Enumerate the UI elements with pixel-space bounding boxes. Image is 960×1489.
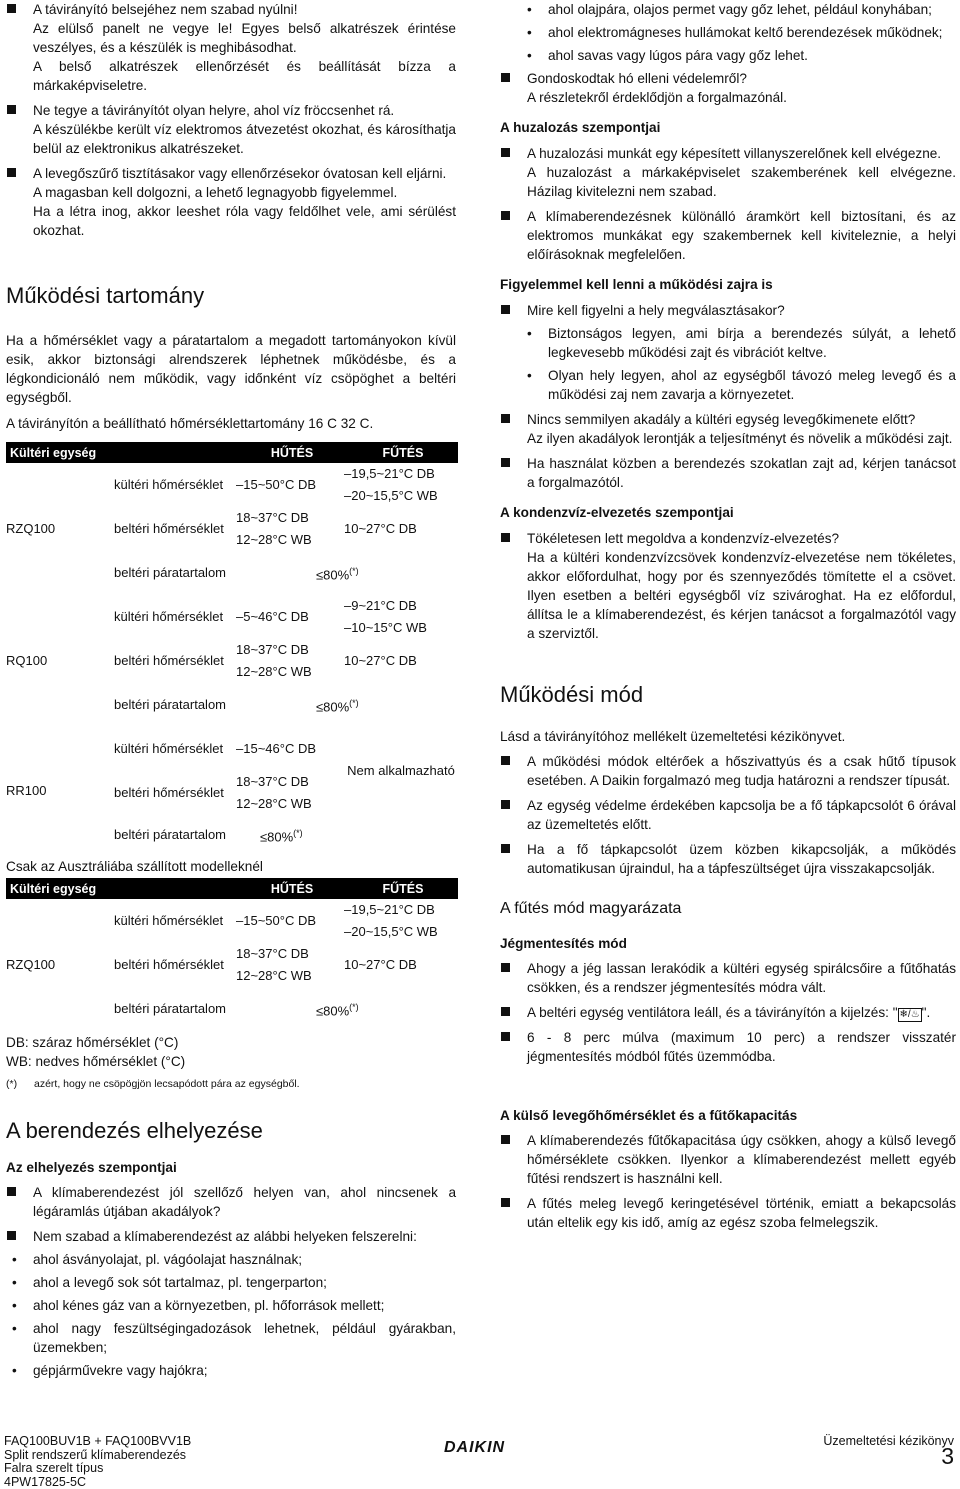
bullet-item: A fűtés meleg levegő keringetésével történik, emiatt a bekapcsolás után eltelik egy kis idő, amíg az egész szoba felmelegszik. [500,1194,956,1232]
bullet-item: A levegőszűrő tisztításakor vagy ellenőrzésekor óvatosan kell eljárni. [6,164,456,183]
bullet-item: Ha a fő tápkapcsolót üzem közben kikapcsolják, a működés automatikusan újraindul, ha a tápfeszültséget újra visszakapcsolják. [500,840,956,878]
range-table-australia [6,878,458,1031]
list-item: • ahol ásványolajat, pl. vágóolajat használnak; [12,1250,456,1269]
cell-value: 12~28°C WB [236,968,312,983]
bullet-item: Nincs semmilyen akadály a kültéri egység levegőkimenete előtt? [500,410,956,429]
th-heating: FŰTÉS [344,442,458,463]
range-paragraph: Ha a hőmérséklet vagy a páratartalom a megadott tartományokon kívül esik, akkor biztonsági alrendszerek léphetnek működésbe, és a légkondicionáló nem működik, vagy időnként víz csöpöghet a beltéri egységből. [6,333,456,405]
cell-value: 10~27°C DB [344,653,417,668]
footnote-mark: (*) [349,565,359,576]
list-item: • ahol nagy feszültségingadozások lehetnek, például gyárakban, üzemekben; [12,1319,456,1357]
list-item: • gépjárművekre vagy hajókra; [12,1361,456,1380]
defrost-icon: ❄/♨ [899,1009,920,1020]
bullet-item: Ne tegye a távirányítót olyan helyre, ahol víz fröccsenhet rá. [6,101,456,120]
australia-label: Csak az Ausztráliába szállított modelleknél [6,859,263,874]
model-rzq100: RZQ100 [6,957,56,972]
model-rq100: RQ100 [6,653,48,668]
row-label: beltéri páratartalom [114,1001,226,1016]
row-label: beltéri hőmérséklet [114,521,224,536]
heading-placement: A berendezés elhelyezése [6,1118,263,1143]
bullet-item: Mire kell figyelni a hely megválasztásakor? [500,301,956,320]
legend-wb: WB: nedves hőmérséklet (°C) [6,1054,186,1069]
th-unit: Kültéri egység [6,878,114,899]
cell-value: 18~37°C DB [236,510,309,525]
heading-operating-range: Működési tartomány [6,283,205,308]
list-item: • Olyan hely legyen, ahol az egységből távozó meleg levegő és a működési zaj nem zavarja a környezetet. [527,366,956,404]
model-rzq100: RZQ100 [6,521,56,536]
cell-value: ≤80% [316,567,350,583]
bullet-item: A távirányító belsejéhez nem szabad nyúlni! [6,0,456,19]
heading-defrost: Jégmentesítés mód [500,936,627,951]
th-unit: Kültéri egység [6,442,114,463]
bullet-text: ". [921,1005,931,1020]
bullet-detail: A magasban kell dolgozni, a lehető legnagyobb figyelemmel. [33,185,398,200]
page-number: 3 [941,1443,954,1469]
cell-value: 18~37°C DB [236,774,309,789]
bullet-detail: A részletekről érdeklődjön a forgalmazónál. [527,90,787,105]
bullet-detail: A belső alkatrészek ellenőrzését és beállítását bízza a márkaképviseletre. [33,59,456,93]
cell-value: ≤80% [260,829,294,845]
list-item: • ahol savas vagy lúgos pára vagy gőz lehet. [527,46,956,65]
cell-value: 18~37°C DB [236,946,309,961]
legend-db: DB: száraz hőmérséklet (°C) [6,1035,179,1050]
bullet-detail: Ha a létra inog, akkor leeshet róla vagy feldőlhet vele, ami sérülést okozhat. [33,204,456,238]
cell-value: –19,5~21°C DB [344,466,435,481]
row-label: beltéri hőmérséklet [114,653,224,668]
heading-noise: Figyelemmel kell lenni a működési zajra is [500,277,773,292]
cell-value: –10~15°C WB [344,620,427,635]
intro-warnings [6,0,456,240]
row-label: kültéri hőmérséklet [114,477,224,492]
bullet-item: A klímaberendezésnek különálló áramkört kell biztosítani, és az elektromos munkákat egy szakembernek kell kiviteleznie, a helyi előírásoknak megfelelően. [500,207,956,264]
heading-wiring: A huzalozás szempontjai [500,120,661,135]
cell-value: –15~46°C DB [236,741,316,756]
right-column [500,0,956,1232]
bullet-item: A klímaberendezést jól szellőző helyen van, ahol nincsenek a légáramlás útjában akadályok? [6,1183,456,1221]
bullet-item: 6 - 8 perc múlva (maximum 10 perc) a rendszer visszatér jégmentesítés módból fűtés üzemmódba. [500,1028,956,1066]
bullet-item: Nem szabad a klímaberendezést az alábbi helyeken felszerelni: [6,1227,456,1246]
cell-value: 10~27°C DB [344,521,417,536]
bullet-item: Az egység védelme érdekében kapcsolja be a fő tápkapcsolót 6 órával az üzemeltetés előtt. [500,796,956,834]
table-header [6,878,458,899]
row-label: beltéri hőmérséklet [114,957,224,972]
row-label: kültéri hőmérséklet [114,741,224,756]
row-label: beltéri hőmérséklet [114,785,224,800]
th-heating: FŰTÉS [344,878,458,899]
cell-value: 10~27°C DB [344,957,417,972]
list-item: • ahol elektromágneses hullámokat keltő berendezések működnek; [527,23,956,42]
heading-placement-criteria: Az elhelyezés szempontjai [6,1160,177,1175]
table-row [6,595,458,639]
heading-operation-mode: Működési mód [500,682,644,707]
bullet-detail: Az elülső panelt ne vegye le! Egyes belső alkatrészek érintése veszélyes, és a készülék is meghibásodhat. [33,21,456,55]
cell-value: 12~28°C WB [236,532,312,547]
row-label: kültéri hőmérséklet [114,609,224,624]
bullet-detail: A huzalozást a márkaképviselet szakemberének kell elvégezne. Házilag kivitelezni nem szabad. [527,165,956,199]
bullet-item: Ha használat közben a berendezés szokatlan zajt ad, kérjen tanácsot a forgalmazótól. [500,454,956,492]
table-row [6,727,458,771]
footer-type: Split rendszerű klímaberendezés [4,1447,187,1462]
cell-value: –20~15,5°C WB [344,924,438,939]
range-temperature: A távirányítón a beállítható hőmérséklettartomány 16 C 32 C. [6,416,374,431]
legend-footnote [6,1075,456,1094]
cell-value: –15~50°C DB [236,477,316,492]
cell-value: ≤80% [316,1003,350,1019]
footnote-mark: (*) [6,1078,18,1090]
th-cooling: HŰTÉS [236,878,344,899]
left-column [6,0,456,1380]
daikin-logo: DAIKIN [444,1439,506,1456]
footnote-text: azért, hogy ne csöpögjön lecsapódott pára az egységből. [34,1078,300,1090]
cell-value: Nem alkalmazható [347,763,455,778]
footer-info [4,1435,191,1489]
list-item: • ahol kénes gáz van a környezetben, pl. hőforrások mellett; [12,1296,456,1315]
cell-value: 12~28°C WB [236,796,312,811]
bullet-item: Gondoskodtak hó elleni védelemről? [500,69,956,88]
footer-model: FAQ100BUV1B + FAQ100BVV1B [4,1434,192,1448]
mode-paragraph: Lásd a távirányítóhoz mellékelt üzemeltetési kézikönyvet. [500,729,846,744]
row-label: beltéri páratartalom [114,565,226,580]
footnote-mark: (*) [349,697,359,708]
row-label: beltéri páratartalom [114,827,226,842]
placement-list [12,1250,456,1380]
cell-value: –5~46°C DB [236,609,309,624]
heading-drain: A kondenzvíz-elvezetés szempontjai [500,505,734,520]
bullet-item: A huzalozási munkát egy képesített villanyszerelőnek kell elvégezne. [500,144,956,163]
cell-value: –20~15,5°C WB [344,488,438,503]
footnote-mark: (*) [293,827,303,838]
table-header [6,442,458,463]
bullet-item: A működési módok eltérőek a hőszivattyús és a csak hűtő típusok esetében. A Daikin forgalmazó meg tudja határozni a rendszer típusát. [500,752,956,790]
cell-value: ≤80% [316,699,350,715]
list-item: • ahol a levegő sok sót tartalmaz, pl. tengerparton; [12,1273,456,1292]
bullet-item [500,1003,956,1022]
bullet-item: Ahogy a jég lassan lerakódik a kültéri egység spirálcsőire a fűtőhatás csökken, és a rendszer jégmentesítés módra vált. [500,959,956,997]
cell-value: –9~21°C DB [344,598,417,613]
cell-value: –15~50°C DB [236,913,316,928]
cell-value: –19,5~21°C DB [344,902,435,917]
footnote-mark: (*) [349,1001,359,1012]
heading-heating-mode: A fűtés mód magyarázata [500,900,682,917]
list-item: • Biztonságos legyen, ami bírja a berendezés súlyát, a lehető legkevesebb működési zajt és vibrációt keltve. [527,324,956,362]
cell-value: 18~37°C DB [236,642,309,657]
table-row [6,463,458,507]
list-item: • ahol olajpára, olajos permet vagy gőz lehet, például konyhában; [527,0,956,19]
bullet-item: A klímaberendezés fűtőkapacitása úgy csökken, ahogy a külső levegő hőmérséklete csökken. Ilyenkor a klímaberendezést mellett egyéb fűtési rendszert is használni kell. [500,1131,956,1188]
cell-value: 12~28°C WB [236,664,312,679]
row-label: kültéri hőmérséklet [114,913,224,928]
heading-outdoor-temp: A külső levegőhőmérséklet és a fűtőkapacitás [500,1108,798,1123]
range-table-main [6,442,458,855]
footer-manual: Üzemeltetési kézikönyv [823,1434,954,1448]
bullet-detail: Ha a kültéri kondenzvízcsövek kondenzvíz-elvezetése nem tökéletes, akkor előfordulhat, hogy por és szennyeződés tömítette el a csövet. Ilyen esetben a beltéri egységből víz szivároghat. Ha ez előfordul, állítsa le a klímaberendezést, és kérjen tanácsot a forgalmazótól vagy a szerviztől. [527,550,956,641]
bullet-item: Tökéletesen lett megoldva a kondenzvíz-elvezetés? [500,529,956,548]
table-row [6,899,458,943]
noise-list [527,324,956,404]
placement-list-continued [527,0,956,65]
footer-doc-number: 4PW17825-5C [4,1474,86,1489]
model-rr100: RR100 [6,783,47,798]
footer-type-wall: Falra szerelt típus [4,1461,104,1475]
bullet-detail: Az ilyen akadályok lerontják a teljesítményt és növelik a működési zajt. [527,431,953,446]
bullet-detail: A készülékbe került víz elektromos átvezetést okozhat, és károsíthatja belül az elektronikus alkatrészeket. [33,122,456,156]
row-label: beltéri páratartalom [114,697,226,712]
th-cooling: HŰTÉS [236,442,344,463]
bullet-text: A beltéri egység ventilátora leáll, és a távirányítón a kijelzés: " [527,1005,898,1020]
